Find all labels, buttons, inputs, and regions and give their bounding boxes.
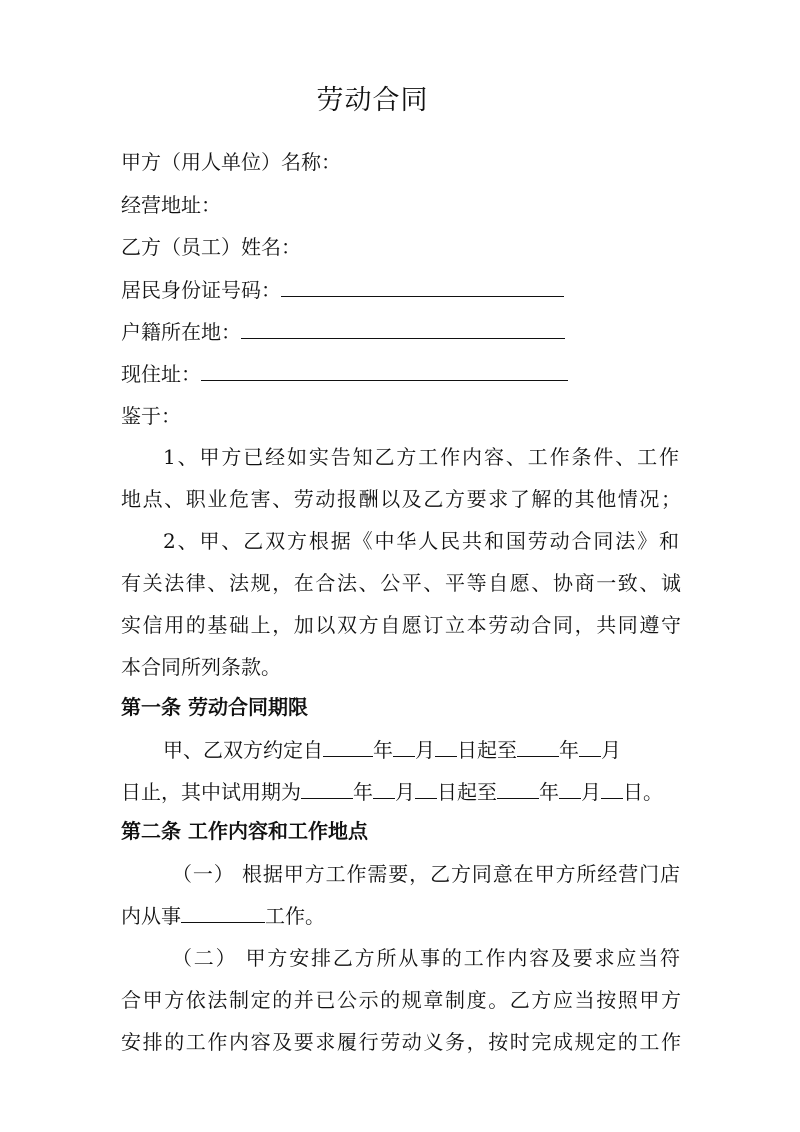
article-1-line-2 (121, 778, 663, 806)
id-number-label: 居民身份证号码： (121, 278, 281, 302)
article-2-section-1-line-1: （一） 根据甲方工作需要，乙方同意在甲方所经营门店 (172, 862, 680, 886)
month-label: 月 (415, 738, 435, 762)
article-1-heading: 第一条 劳动合同期限 (121, 695, 308, 719)
id-number-field (121, 276, 564, 304)
article-1-line-1 (163, 736, 621, 764)
year-label: 年 (559, 738, 579, 762)
hukou-blank[interactable] (241, 320, 565, 339)
party-b-label: 乙方（员工）姓名： (121, 235, 301, 259)
year-label: 年 (373, 738, 393, 762)
whereas-label: 鉴于： (121, 404, 181, 428)
day-from-label: 日起至 (457, 738, 517, 762)
article-2-section-1-line-2 (121, 902, 325, 930)
work-suffix: 工作。 (265, 904, 325, 928)
year-label: 年 (539, 780, 559, 804)
probation-start-year-blank[interactable] (301, 780, 353, 799)
month-label: 月 (395, 780, 415, 804)
id-number-blank[interactable] (281, 278, 564, 297)
article-2-section-2-line-1: （二） 甲方安排乙方所从事的工作内容及要求应当符 (172, 946, 680, 970)
address-field (121, 191, 221, 219)
current-address-field (121, 360, 568, 388)
document-title: 劳动合同 (316, 85, 429, 116)
party-b-field (121, 233, 301, 261)
end-month-blank[interactable] (579, 738, 601, 757)
whereas-clause-2-line-3: 实信用的基础上，加以双方自愿订立本劳动合同，共同遵守 (121, 613, 681, 637)
end-year-blank[interactable] (517, 738, 559, 757)
job-title-blank[interactable] (181, 904, 265, 923)
whereas-clause-1-line-2: 地点、职业危害、劳动报酬以及乙方要求了解的其他情况； (121, 487, 681, 511)
whereas-clause-2-line-2: 有关法律、法规，在合法、公平、平等自愿、协商一致、诚 (121, 571, 681, 595)
party-a-label: 甲方（用人单位）名称： (121, 150, 341, 174)
current-address-blank[interactable] (201, 362, 568, 381)
year-label: 年 (353, 780, 373, 804)
probation-start-day-blank[interactable] (415, 780, 437, 799)
start-year-blank[interactable] (323, 738, 373, 757)
whereas-clause-2-line-1: 2、甲、乙双方根据《中华人民共和国劳动合同法》和 (163, 529, 679, 553)
address-label: 经营地址： (121, 193, 221, 217)
probation-end-day-blank[interactable] (601, 780, 623, 799)
article-2-heading: 第二条 工作内容和工作地点 (121, 819, 368, 843)
start-month-blank[interactable] (393, 738, 415, 757)
term-intro: 甲、乙双方约定自 (163, 738, 323, 762)
probation-end-month-blank[interactable] (559, 780, 581, 799)
hukou-label: 户籍所在地： (121, 320, 241, 344)
start-day-blank[interactable] (435, 738, 457, 757)
whereas-clause-1-line-1: 1、甲方已经如实告知乙方工作内容、工作条件、工作 (163, 445, 679, 469)
hukou-field (121, 318, 565, 346)
day-end-label: 日。 (623, 780, 663, 804)
month-label: 月 (581, 780, 601, 804)
article-2-section-2-line-3: 安排的工作内容及要求履行劳动义务，按时完成规定的工作 (121, 1030, 681, 1054)
work-intro: 内从事 (121, 904, 181, 928)
whereas-clause-2-line-4: 本合同所列条款。 (121, 655, 281, 679)
probation-start-month-blank[interactable] (373, 780, 395, 799)
party-a-field (121, 148, 341, 176)
probation-intro: 日止，其中试用期为 (121, 780, 301, 804)
probation-end-year-blank[interactable] (497, 780, 539, 799)
month-label: 月 (601, 738, 621, 762)
day-from-label: 日起至 (437, 780, 497, 804)
current-address-label: 现住址： (121, 362, 201, 386)
article-2-section-2-line-2: 合甲方依法制定的并已公示的规章制度。乙方应当按照甲方 (121, 988, 681, 1012)
